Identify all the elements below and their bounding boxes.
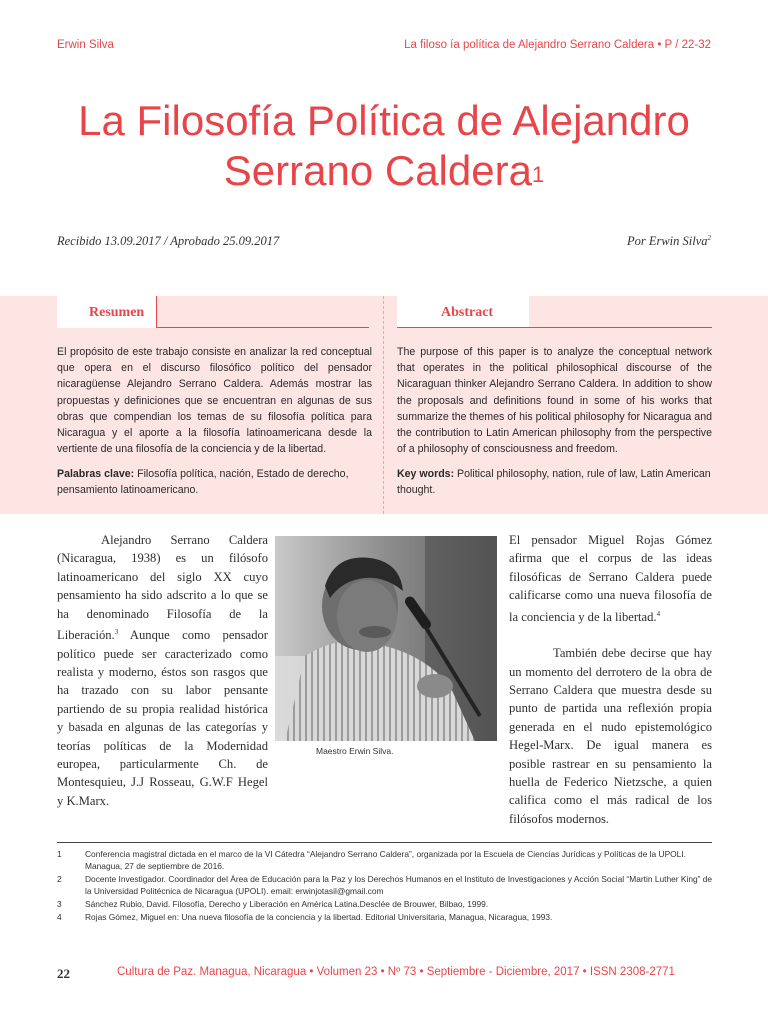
palabras-clave-values: Filosofía política, nación, Estado de derecho, pensamiento latinoamericano. — [57, 468, 349, 497]
body-paragraph-2 — [509, 531, 712, 626]
footnote-1 — [57, 848, 717, 873]
body-paragraph-1 — [57, 531, 268, 810]
footnote-number: 3 — [57, 899, 62, 909]
footnote-text: Conferencia magistral dictada en el marco de la VI Cátedra “Alejandro Serrano Caldera”, organizada por la Escuela de Ciencias Jurídicas y Políticas de la UPOLI. Managua, 27 de septiembre de 2016. — [85, 849, 686, 872]
key-words-values: Political philosophy, nation, rule of law, Latin American thought. — [397, 468, 711, 497]
footnote-ref-3[interactable]: 3 — [114, 628, 119, 637]
running-header-author: Erwin Silva — [57, 39, 114, 51]
title-line-2: Serrano Caldera — [223, 147, 532, 194]
abstract-text: The purpose of this paper is to analyze the conceptual network that operates in the political philosophical discourse of the Nicaraguan thinker Alejandro Serrano Caldera. In addition to show the proposals and definitions found in some of his works that summarize the themes of his political philosophy for Nicaragua and the contribution to Latin American philosophy from the perspective of a philosophy of consciousness and freedom. — [397, 346, 712, 456]
byline-footnote-ref[interactable]: 2 — [707, 234, 711, 242]
body-paragraph-2-text: El pensador Miguel Rojas Gómez afirma que el corpus de las ideas filosóficas de Serrano Caldera puede calificarse como una nueva filosofía de la conciencia y de la libertad. — [509, 533, 712, 624]
palabras-clave-label: Palabras clave: — [57, 468, 135, 480]
body-paragraph-1-part-b: Aunque como pensador político puede ser caracterizado como realista y moderno, éstos son rasgos que ha trazado con su labor pensante partiendo de su propia realidad histórica y basada en algunas de las categorías y teorías políticas de la Modernidad europea, particularmente Ch. de Montesquieu, J.J Rosseau, G.W.F Hegel y K.Marx. — [57, 628, 268, 808]
footnote-ref-4[interactable]: 4 — [656, 609, 661, 618]
byline-text: Por Erwin Silva — [626, 234, 708, 249]
page-number: 22 — [57, 966, 70, 981]
footnote-number: 1 — [57, 849, 62, 859]
resumen-heading: Resumen — [57, 296, 157, 328]
resumen-rule — [157, 327, 369, 328]
body-column-left — [57, 531, 268, 810]
abstract-heading: Abstract — [397, 296, 529, 328]
portrait-photo-image — [275, 536, 497, 741]
resumen-text: El propósito de este trabajo consiste en analizar la red conceptual que opera en el discurso filosófico político del pensador nicaragüense Alejandro Serrano Caldera. Además mostrar las propuestas y definiciones que se encuentran en algunas de sus obras que compendian los temas de su filosofía política para Nicaragua y el aporte a la filosofía latinoamericana desde la vertiente de una filosofía de la conciencia y de la libertad. — [57, 346, 372, 456]
footnote-number: 2 — [57, 874, 62, 884]
footnote-text: Sánchez Rubio, David. Filosofía, Derecho y Liberación en América Latina.Desclée de Brouwer, Bilbao, 1999. — [85, 899, 489, 909]
portrait-photo — [275, 536, 497, 741]
body-paragraph-3: También debe decirse que hay un momento del derrotero de la obra de Serrano Caldera que muestra desde su punto de partida una reflexión propia generada en el nudo epistemológico Hegel-Marx. De igual manera es posible rastrear en su pensamiento la huella de Federico Nietzsche, a quien califica como el más radical de los filósofos modernos. — [509, 646, 712, 826]
abstract-rule — [529, 327, 712, 328]
body-paragraph-1-part-a: Alejandro Serrano Caldera (Nicaragua, 1938) es un filósofo latinoamericano del siglo XX cuyo pensamiento ha sido adscrito a lo que se ha denominado Filosofía de la Liberación. — [57, 533, 268, 643]
running-header-title: La filoso ía política de Alejandro Serrano Caldera • P / 22-32 — [404, 39, 711, 51]
palabras-clave — [57, 466, 372, 498]
key-words — [397, 466, 712, 498]
title-line-1: La Filosofía Política de Alejandro — [78, 97, 690, 144]
key-words-label: Key words: — [397, 468, 455, 480]
footnote-text: Docente Investigador. Coordinador del Área de Educación para la Paz y los Derechos Humanos en el Instituto de Investigaciones y Acción Social “Martin Luther King” de la Universidad Politécnica de Nicaragua (UPOLI). email: erwinjotasil@gmail.com — [85, 874, 713, 897]
journal-footer: Cultura de Paz. Managua, Nicaragua • Volumen 23 • Nº 73 • Septiembre - Diciembre, 2017 • ISSN 2308-2771 — [117, 966, 675, 978]
abstract-divider — [383, 296, 384, 514]
title-footnote-ref[interactable]: 1 — [531, 162, 545, 187]
author-byline — [627, 234, 711, 249]
footnote-2 — [57, 873, 717, 898]
footnotes-rule — [57, 842, 712, 843]
photo-caption: Maestro Erwin Silva. — [316, 746, 394, 756]
footnote-4 — [57, 911, 717, 923]
article-title — [30, 96, 738, 196]
body-column-right — [509, 531, 712, 828]
received-approved-dates: Recibido 13.09.2017 / Aprobado 25.09.2017 — [57, 234, 280, 248]
footnote-number: 4 — [57, 912, 62, 922]
footnote-text: Rojas Gómez, Miguel en: Una nueva filosofía de la conciencia y la libertad. Editorial Universitaria, Managua, Nicaragua, 1993. — [85, 912, 553, 922]
footnote-3 — [57, 898, 717, 910]
